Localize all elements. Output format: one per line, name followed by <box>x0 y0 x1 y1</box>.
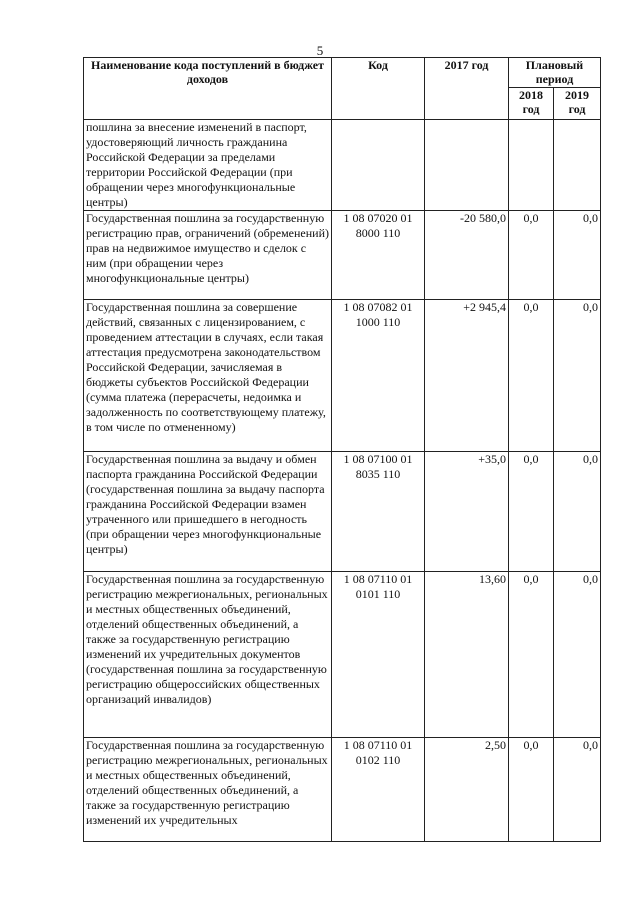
header-name: Наименование кода поступлений в бюджет доходов <box>84 58 332 120</box>
table-row <box>84 300 601 452</box>
table-row <box>84 211 601 300</box>
row-2018: 0,0 <box>509 211 554 300</box>
row-2019 <box>554 120 601 211</box>
row-2017: 13,60 <box>425 572 509 738</box>
row-name: Государственная пошлина за государственную регистрацию межрегиональных, региональных и местных общественных объединений, отделений общественных объединений, а также за государственную регистрацию изменений их учредительных <box>84 738 332 842</box>
header-planned-period: Плановый период <box>509 58 601 88</box>
row-name: Государственная пошлина за выдачу и обмен паспорта гражданина Российской Федерации (государственная пошлина за выдачу паспорта гражданина Российской Федерации взамен утраченного или пришедшего в негодность (при обращении через многофункциональные центры) <box>84 452 332 572</box>
row-code: 1 08 07100 01 8035 110 <box>332 452 425 572</box>
header-code: Код <box>332 58 425 120</box>
row-name: пошлина за внесение изменений в паспорт, удостоверяющий личность гражданина Российской Федерации за пределами территории Российской Федерации (при обращении через многофункциональные центры) <box>84 120 332 211</box>
row-2018: 0,0 <box>509 738 554 842</box>
table-row <box>84 572 601 738</box>
row-2019: 0,0 <box>554 300 601 452</box>
row-name: Государственная пошлина за государственную регистрацию прав, ограничений (обременений) прав на недвижимое имущество и сделок с ним (при обращении через многофункциональные центры) <box>84 211 332 300</box>
page-number: 5 <box>316 43 324 58</box>
row-code: 1 08 07082 01 1000 110 <box>332 300 425 452</box>
row-2017: +35,0 <box>425 452 509 572</box>
row-name: Государственная пошлина за совершение действий, связанных с лицензированием, с проведением аттестации в случаях, если такая аттестация предусмотрена законодательством Российской Федерации, зачисляемая в бюджеты субъектов Российской Федерации (сумма платежа (перерасчеты, недоимка и задолженность по соответствующему платежу, в том числе по отмененному) <box>84 300 332 452</box>
header-2018: 2018 год <box>509 88 554 120</box>
row-2018: 0,0 <box>509 300 554 452</box>
table-body <box>84 120 601 842</box>
header-2019: 2019 год <box>554 88 601 120</box>
revenue-table <box>83 57 601 842</box>
table-row <box>84 738 601 842</box>
row-code: 1 08 07020 01 8000 110 <box>332 211 425 300</box>
row-2018 <box>509 120 554 211</box>
row-2017: +2 945,4 <box>425 300 509 452</box>
row-2017: 2,50 <box>425 738 509 842</box>
row-2019: 0,0 <box>554 738 601 842</box>
table-row <box>84 120 601 211</box>
table-row <box>84 452 601 572</box>
row-2018: 0,0 <box>509 452 554 572</box>
row-2019: 0,0 <box>554 211 601 300</box>
row-code: 1 08 07110 01 0102 110 <box>332 738 425 842</box>
row-code: 1 08 07110 01 0101 110 <box>332 572 425 738</box>
row-2019: 0,0 <box>554 572 601 738</box>
header-2017: 2017 год <box>425 58 509 120</box>
row-2018: 0,0 <box>509 572 554 738</box>
row-2017 <box>425 120 509 211</box>
row-name: Государственная пошлина за государственную регистрацию межрегиональных, региональных и местных общественных объединений, отделений общественных объединений, а также за государственную регистрацию изменений их учредительных документов (государственная пошлина за государственную регистрацию общероссийских общественных организаций инвалидов) <box>84 572 332 738</box>
row-code <box>332 120 425 211</box>
row-2019: 0,0 <box>554 452 601 572</box>
row-2017: -20 580,0 <box>425 211 509 300</box>
